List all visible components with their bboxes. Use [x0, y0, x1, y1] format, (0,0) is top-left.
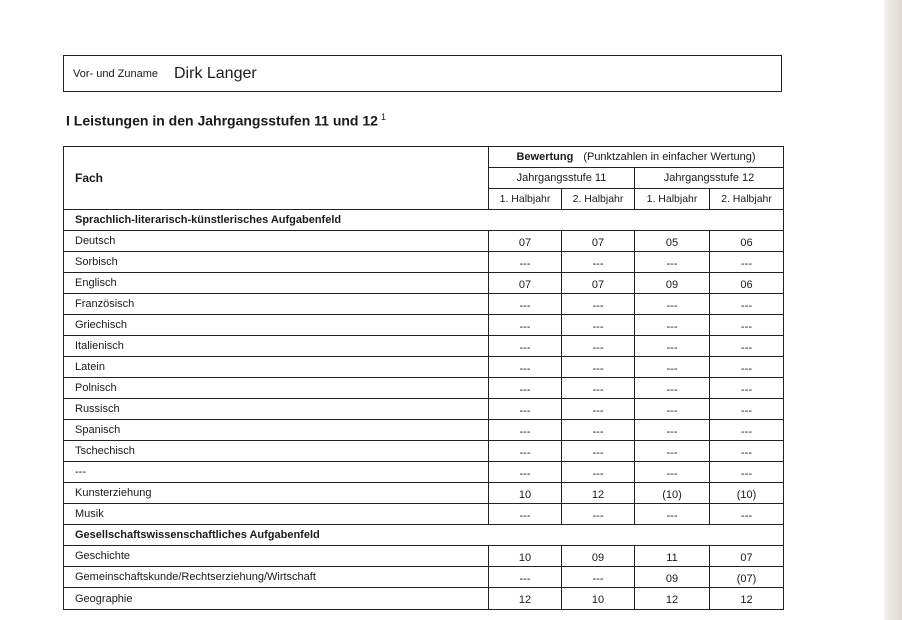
subject-name: Spanisch — [64, 420, 488, 441]
subject-name: Gemeinschaftskunde/Rechtserziehung/Wirtschaft — [64, 567, 488, 588]
name-value: Dirk Langer — [174, 64, 257, 82]
group-title: Gesellschaftswissenschaftliches Aufgabenfeld — [64, 525, 783, 546]
subject-name: Deutsch — [64, 231, 488, 252]
subject-name: Französisch — [64, 294, 488, 315]
bewertung-label: Bewertung — [516, 151, 574, 163]
grade-cell: --- — [561, 504, 634, 525]
subject-name: Geographie — [75, 592, 133, 605]
grade-cell: --- — [561, 567, 634, 588]
table-row — [64, 315, 783, 336]
grade-cell: 10 — [561, 588, 634, 609]
grade-cell: 10 — [488, 546, 561, 567]
table-row — [64, 273, 783, 294]
grade-cell: --- — [561, 252, 634, 273]
grade-cell: --- — [634, 399, 709, 420]
grade-cell: --- — [709, 441, 783, 462]
grade-cell: 06 — [709, 273, 783, 294]
subject-name: Latein — [64, 357, 488, 378]
table-row — [64, 420, 783, 441]
table-row — [64, 546, 783, 567]
grade-cell: --- — [488, 462, 561, 483]
grade-cell: --- — [634, 441, 709, 462]
grade-cell: --- — [561, 336, 634, 357]
grade-cell: --- — [709, 462, 783, 483]
group-header-row — [64, 525, 783, 546]
grade-cell: --- — [709, 252, 783, 273]
grade-cell: 12 — [561, 483, 634, 504]
subject-name: Geschichte — [64, 546, 488, 567]
subject-name: Griechisch — [64, 315, 488, 336]
section-footnote-marker: 1 — [380, 112, 386, 122]
table-row — [64, 567, 783, 588]
year-11-half-2-header: 2. Halbjahr — [561, 189, 634, 210]
grade-cell: 12 — [488, 588, 561, 609]
fach-header: Fach — [64, 147, 488, 210]
grade-cell: --- — [561, 315, 634, 336]
grade-cell: 12 — [634, 588, 709, 609]
group-header-row — [64, 210, 783, 231]
table-row — [64, 588, 783, 609]
grade-cell: 09 — [634, 273, 709, 294]
subject-name: Englisch — [64, 273, 488, 294]
grade-cell: --- — [561, 441, 634, 462]
grade-cell: --- — [709, 294, 783, 315]
grade-cell: --- — [561, 420, 634, 441]
grade-cell: 07 — [561, 273, 634, 294]
grade-cell: --- — [634, 357, 709, 378]
page-edge-shadow — [884, 0, 902, 620]
grade-cell: --- — [634, 420, 709, 441]
grade-cell: --- — [488, 357, 561, 378]
group-title: Sprachlich-literarisch-künstlerisches Aufgabenfeld — [64, 210, 783, 231]
grade-cell: --- — [634, 315, 709, 336]
grade-cell: --- — [488, 567, 561, 588]
grade-cell: --- — [634, 252, 709, 273]
grade-cell: 07 — [488, 273, 561, 294]
grade-cell: --- — [488, 399, 561, 420]
grade-cell: 07 — [488, 231, 561, 252]
grade-cell: --- — [709, 336, 783, 357]
table-row — [64, 504, 783, 525]
table-row — [64, 336, 783, 357]
grade-cell: 07 — [561, 231, 634, 252]
table-row — [64, 378, 783, 399]
grade-cell: (10) — [709, 483, 783, 504]
subject-name: Russisch — [64, 399, 488, 420]
grade-cell: 06 — [709, 231, 783, 252]
grade-cell: --- — [634, 294, 709, 315]
table-row — [64, 483, 783, 504]
year-11-half-1-header: 1. Halbjahr — [488, 189, 561, 210]
grade-cell: 11 — [634, 546, 709, 567]
table-body — [64, 210, 783, 609]
grade-cell: 07 — [709, 546, 783, 567]
grade-cell: --- — [561, 378, 634, 399]
year-12-header: Jahrgangsstufe 12 — [634, 168, 783, 189]
grade-cell: 10 — [488, 483, 561, 504]
subject-name: Polnisch — [64, 378, 488, 399]
grades-table — [63, 146, 784, 610]
table-row — [64, 399, 783, 420]
subject-name: Musik — [64, 504, 488, 525]
table-row — [64, 231, 783, 252]
year-11-header: Jahrgangsstufe 11 — [488, 168, 634, 189]
table-row — [64, 252, 783, 273]
grade-cell: --- — [488, 420, 561, 441]
grade-cell: --- — [488, 315, 561, 336]
subject-name: Italienisch — [64, 336, 488, 357]
grade-cell: --- — [488, 441, 561, 462]
grade-cell: --- — [709, 357, 783, 378]
grade-cell: --- — [488, 378, 561, 399]
subject-name: Tschechisch — [64, 441, 488, 462]
year-12-half-2-header: 2. Halbjahr — [709, 189, 783, 210]
grade-cell: --- — [709, 420, 783, 441]
table-row — [64, 462, 783, 483]
subject-name: Sorbisch — [64, 252, 488, 273]
subject-name: Kunsterziehung — [64, 483, 488, 504]
table-row — [64, 357, 783, 378]
grade-cell: --- — [634, 378, 709, 399]
grade-cell: --- — [709, 315, 783, 336]
grade-cell: --- — [634, 462, 709, 483]
grade-cell: --- — [709, 399, 783, 420]
grade-cell: --- — [709, 504, 783, 525]
grade-cell: --- — [561, 462, 634, 483]
grade-cell: (10) — [634, 483, 709, 504]
grade-cell: --- — [634, 336, 709, 357]
grade-cell: 05 — [634, 231, 709, 252]
grade-cell: --- — [561, 294, 634, 315]
name-field-box — [63, 55, 782, 92]
grade-cell: --- — [488, 294, 561, 315]
grade-cell: (07) — [709, 567, 783, 588]
grade-cell: --- — [709, 378, 783, 399]
year-12-half-1-header: 1. Halbjahr — [634, 189, 709, 210]
grade-cell: --- — [561, 357, 634, 378]
table-row — [64, 294, 783, 315]
grade-cell: --- — [488, 336, 561, 357]
grade-cell: 12 — [709, 588, 783, 609]
grade-cell: 09 — [634, 567, 709, 588]
grade-cell: --- — [634, 504, 709, 525]
grade-cell: --- — [488, 252, 561, 273]
grade-cell: --- — [561, 399, 634, 420]
bewertung-header — [488, 147, 783, 168]
name-label: Vor- und Zuname — [73, 67, 158, 80]
grade-cell: 09 — [561, 546, 634, 567]
bewertung-note: (Punktzahlen in einfacher Wertung) — [583, 151, 756, 163]
subject-name: --- — [64, 462, 488, 483]
grade-cell: --- — [488, 504, 561, 525]
section-title: I Leistungen in den Jahrgangsstufen 11 und 12 — [66, 112, 378, 129]
section-heading — [66, 112, 386, 129]
table-row — [64, 441, 783, 462]
